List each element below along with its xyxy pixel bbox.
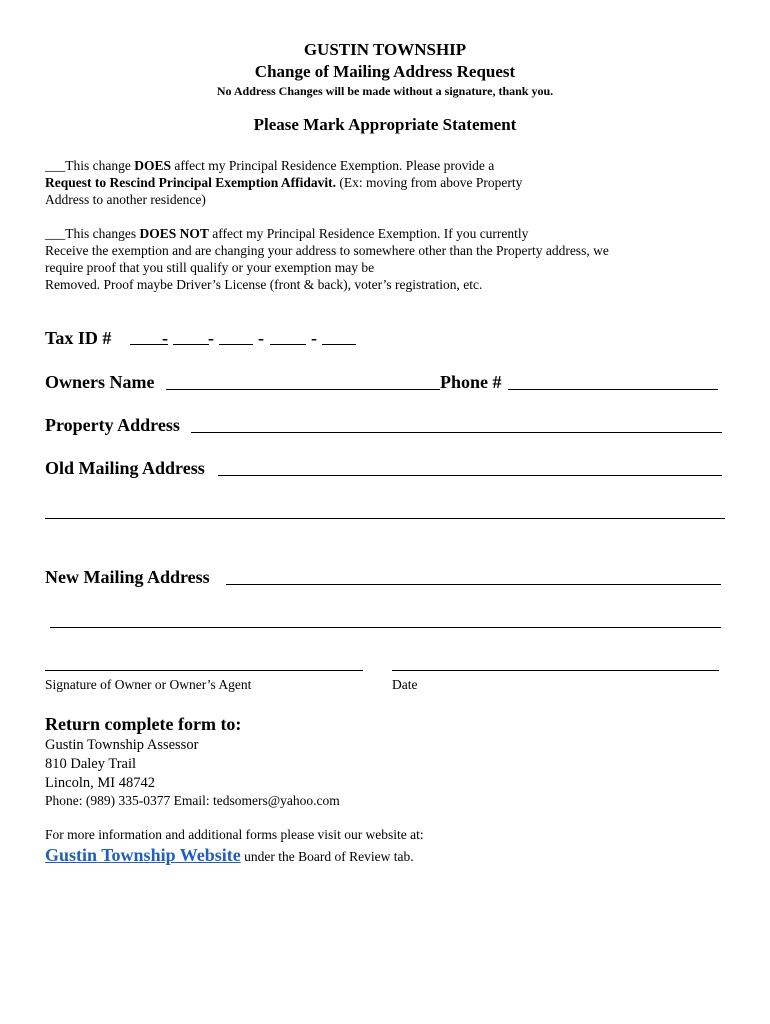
old-mailing-address-line-2[interactable] — [45, 518, 725, 519]
option-does-not-checkbox-blank[interactable]: ___ — [45, 226, 66, 241]
old-mailing-address-label: Old Mailing Address — [45, 458, 205, 478]
township-website-link[interactable]: Gustin Township Website — [45, 845, 241, 865]
assessor-contact: Phone: (989) 335-0377 Email: tedsomers@yahoo.com — [45, 793, 340, 808]
form-title: Change of Mailing Address Request — [254, 62, 516, 81]
date-input-line[interactable] — [392, 670, 719, 671]
form-page: GUSTIN TOWNSHIP Change of Mailing Address Request No Address Changes will be made without a signature, thank you. Please Mark Appropriate Statement ___This change DOES affect my Principal Residence Exemption. Please provide a Request to Rescind Principal Exemption Affidavit. (Ex: moving from above Property Address to another residence) ___This changes DOES NOT affect my Principal Residence Exemption. If you currently Receive the exemption and are changing your address to somewhere other than the Property address, we require proof that you still qualify or your exemption may be Removed. Proof maybe Driver’s License (front & back), voter’s registration, etc. Tax ID # - - - - Owners Name Phone # Property Address Old Mailing Address New Mailing Address Signature of Owner or Owner’s Agent Date Return complete form to: Gustin Township Assessor 810 Daley Trail Lincoln, MI 48742 Phone: (989) 335-0377 Email: tedsomers@yahoo.com For more information and additional forms please visit our website at: Gustin Township Website under the Board of Review tab. — [0, 0, 770, 1024]
assessor-name: Gustin Township Assessor — [45, 737, 199, 753]
website-line — [45, 845, 414, 866]
affidavit-name: Request to Rescind Principal Exemption Affidavit. — [45, 175, 337, 190]
new-mailing-address-input-line[interactable] — [226, 584, 721, 585]
new-mailing-address-label: New Mailing Address — [45, 567, 210, 587]
old-mailing-address-input-line[interactable] — [218, 475, 722, 476]
assessor-city: Lincoln, MI 48742 — [45, 775, 155, 791]
property-address-input-line[interactable] — [191, 432, 722, 433]
assessor-street: 810 Daley Trail — [45, 756, 137, 772]
return-heading: Return complete form to: — [45, 714, 242, 734]
signature-input-line[interactable] — [45, 670, 363, 671]
new-mailing-address-line-2[interactable] — [50, 627, 721, 628]
tax-id-blank-5[interactable] — [322, 344, 356, 345]
property-address-label: Property Address — [45, 415, 180, 435]
website-suffix: under the Board of Review tab. — [240, 849, 414, 864]
more-info-text: For more information and additional forms please visit our website at: — [45, 827, 424, 842]
option-does-checkbox-blank[interactable]: ___ — [45, 158, 66, 173]
owners-name-label: Owners Name — [45, 372, 155, 392]
tax-id-field — [45, 328, 111, 349]
signature-notice: No Address Changes will be made without a signature, thank you. — [216, 84, 554, 98]
option-does: ___This change DOES affect my Principal Residence Exemption. Please provide a Request to Rescind Principal Exemption Affidavit. (Ex: moving from above Property Address to another residence) — [45, 158, 523, 207]
signature-label: Signature of Owner or Owner’s Agent — [45, 677, 252, 692]
phone-input-line[interactable] — [508, 389, 718, 390]
option-does-not: ___This changes DOES NOT affect my Principal Residence Exemption. If you currently Receive the exemption and are changing your address to somewhere other than the Property address, we require proof that you still qualify or your exemption may be Removed. Proof maybe Driver’s License (front & back), voter’s registration, etc. — [45, 226, 609, 292]
tax-id-blank-4[interactable] — [270, 344, 306, 345]
date-label: Date — [392, 677, 418, 692]
tax-id-blank-2[interactable] — [173, 344, 209, 345]
tax-id-label: Tax ID # — [45, 328, 112, 348]
township-name: GUSTIN TOWNSHIP — [303, 40, 467, 59]
statement-heading: Please Mark Appropriate Statement — [253, 115, 517, 134]
phone-label: Phone # — [440, 372, 502, 392]
owners-name-input-line[interactable] — [166, 389, 440, 390]
tax-id-blank-3[interactable] — [219, 344, 253, 345]
